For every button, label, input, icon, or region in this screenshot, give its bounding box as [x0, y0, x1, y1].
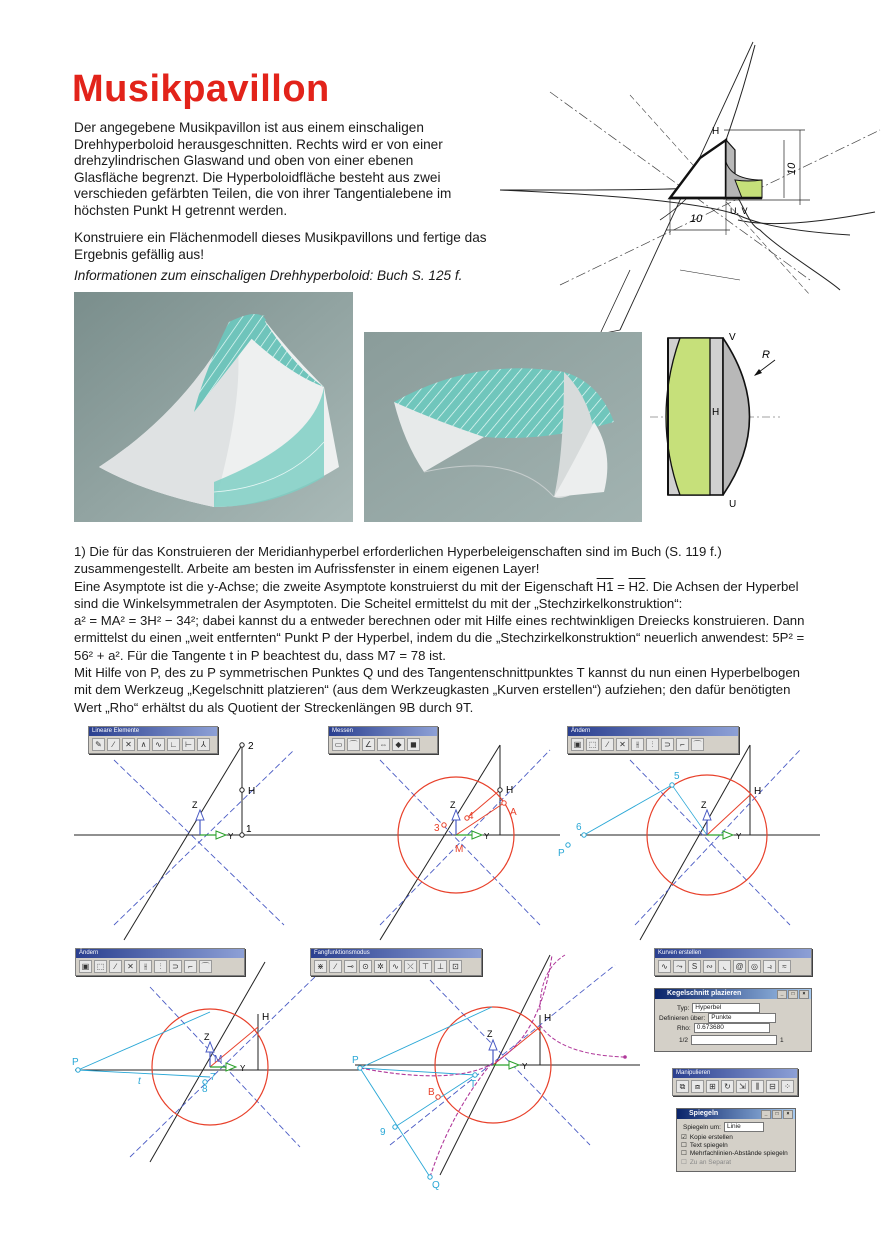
tool-icon[interactable]: ⊡ [449, 960, 462, 973]
tool-icon[interactable]: ▣ [571, 738, 584, 751]
tool-icon[interactable]: ⇔ [377, 738, 390, 751]
instructions [74, 543, 814, 716]
label: 4 [468, 811, 474, 822]
label-u-side: U [729, 499, 737, 510]
tool-icon[interactable]: ◎ [748, 960, 761, 973]
checkbox-disabled: ☐ [681, 1159, 687, 1166]
ratio-label: 1/2 [679, 1036, 689, 1044]
instr-line2a: Eine Asymptote ist die y-Achse; die zweite Asymptote konstruierst du mit der Eigenschaft [74, 578, 597, 594]
tool-icon[interactable]: ⬚ [586, 738, 599, 751]
toolbar-title: Messen [329, 727, 437, 736]
dim-vertical: 10 [786, 162, 798, 175]
label: H [262, 1012, 270, 1023]
hyperboloid-diagram-top [480, 40, 880, 280]
option-kopie: Kopie erstellen [689, 1133, 733, 1141]
tool-icon[interactable]: ⊃ [661, 738, 674, 751]
tool-icon[interactable]: ⬚ [94, 960, 107, 973]
segment-h2: H2 [628, 578, 646, 594]
tool-icon[interactable]: ∿ [152, 738, 165, 751]
tool-icon[interactable]: ∿ [389, 960, 402, 973]
instr-line3: a² = MA² = 3H² − 34²; dabei kannst du a entweder berechnen oder mit Hilfe eines rechtwinkligen Dreiecks konstruieren. Dann ermittelst du einen „weit entfernten“ Punkt P der Hyperbel, indem du die „Stechzirkelkonstruktion“ neuerlich anwendest: 5P² = 56² + a². Für die Tangente t in P beachtest du, dass M7 = 78 ist. [74, 613, 805, 663]
label: Z [701, 800, 707, 810]
tool-icon[interactable]: ∟ [167, 738, 180, 751]
hyperboloid-diagram-side [650, 325, 780, 510]
label: M [214, 1054, 223, 1065]
page-title: Musikpavillon [72, 68, 330, 110]
label: Z [192, 800, 198, 810]
tool-icon[interactable]: ∕ [109, 960, 122, 973]
tool-icon[interactable]: @ [733, 960, 746, 973]
dialog-title [677, 1109, 795, 1119]
spiegeln-um-select[interactable]: Linie [724, 1122, 764, 1132]
label: P [558, 848, 565, 859]
dialog-title-text: Kegelschnitt plazieren [667, 990, 742, 997]
checkbox[interactable]: ☐ [681, 1150, 687, 1157]
toolbar-title: Kurven erstellen [655, 949, 811, 958]
label: T [470, 1079, 477, 1090]
tool-icon[interactable]: ▭ [332, 738, 345, 751]
tool-icon[interactable]: ∾ [703, 960, 716, 973]
construction-step-4 [70, 962, 360, 1162]
instr-line4: Mit Hilfe von P, des zu P symmetrischen Punktes Q und des Tangentenschnittpunktes T kannst du nun einen Hyperbelbogen mit dem Werkzeug „Kegelschnitt platzieren“ (aus dem Werkzeugkasten „Kurven erstellen“) aufziehen; den dafür benötigten Wert „Rho“ erhältst du als Quotient der Streckenlängen 9B durch 9T. [74, 665, 800, 715]
option-disabled: Zu an Separat [689, 1158, 732, 1166]
dialog-title-text: Spiegeln [689, 1110, 719, 1117]
tool-icon[interactable]: ⊢ [182, 738, 195, 751]
label: Y [736, 832, 742, 841]
equals-sign: = [613, 578, 629, 594]
label: A [510, 807, 517, 818]
tool-icon[interactable]: ≈ [778, 960, 791, 973]
tool-icon[interactable]: ⫲ [631, 738, 644, 751]
option-mehrfach: Mehrfachlinien-Abstände spiegeln [689, 1149, 788, 1157]
rho-label: Rho: [677, 1024, 691, 1032]
tool-icon[interactable]: ∠ [362, 738, 375, 751]
tool-icon[interactable]: ◆ [392, 738, 405, 751]
construction-step-2 [330, 740, 560, 940]
label-h-side: H [712, 407, 720, 418]
tool-icon[interactable]: ∧ [137, 738, 150, 751]
construction-step-3 [560, 740, 820, 940]
toolbar-title: Ändern [568, 727, 738, 736]
spiegeln-um-label: Spiegeln um: [683, 1123, 721, 1131]
tool-icon[interactable]: ⫲ [139, 960, 152, 973]
dialog-kegelschnitt[interactable] [654, 988, 812, 1052]
dialog-title [655, 989, 811, 999]
tool-icon[interactable]: ✕ [122, 738, 135, 751]
toolbar-title: Ändern [76, 949, 244, 958]
checkbox-checked[interactable]: ☑ [681, 1134, 687, 1141]
tool-icon[interactable]: S [688, 960, 701, 973]
label: P [352, 1055, 359, 1066]
tool-icon[interactable]: ⌒ [199, 960, 212, 973]
close-button[interactable]: × [799, 990, 809, 999]
tool-icon[interactable]: ∕ [329, 960, 342, 973]
construction-step-5 [350, 945, 640, 1191]
instr-line1: 1) Die für das Konstruieren der Meridianhyperbel erforderlichen Hyperbeleigenschaften sind im Buch (S. 119 f.) zusammengestellt. Arbeite am besten im Aufrissfenster in einem eigenen Layer! [74, 544, 722, 577]
label: B [428, 1087, 435, 1098]
dialog-spiegeln[interactable] [676, 1108, 796, 1172]
label: 5 [674, 771, 680, 782]
construction-step-1 [74, 740, 334, 940]
instr-line2b: . Die Achsen der Hyperbel sind die Winkelsymmetralen der Asymptoten. Die Scheitel ermittelst du mit der „Stechzirkelkonstruktion“: [74, 578, 799, 611]
label: 7 [210, 1072, 216, 1083]
maximize-button[interactable]: □ [788, 990, 798, 999]
tool-icon[interactable]: ⥽ [763, 960, 776, 973]
tool-icon[interactable]: ▣ [79, 960, 92, 973]
tool-icon[interactable]: ⊙ [359, 960, 372, 973]
label: H [754, 786, 762, 797]
label: t [138, 1076, 141, 1087]
tool-icon[interactable]: ✲ [374, 960, 387, 973]
tool-icon[interactable]: ⌐ [184, 960, 197, 973]
label: 1 [246, 824, 252, 835]
tool-icon[interactable]: ⌒ [347, 738, 360, 751]
tool-icon[interactable]: ⫼ [751, 1080, 764, 1093]
minimize-button[interactable]: _ [777, 990, 787, 999]
label: Z [450, 800, 456, 810]
tool-icon[interactable]: ⊞ [706, 1080, 719, 1093]
tool-icon[interactable]: ⤳ [673, 960, 686, 973]
ratio-max-label: 1 [780, 1036, 784, 1044]
label: M [455, 844, 464, 855]
rho-slider[interactable] [691, 1035, 777, 1045]
definieren-label: Definieren über: [659, 1014, 706, 1022]
dim-horizontal: 10 [690, 213, 703, 225]
label-v-side: V [729, 332, 736, 343]
info-paragraph: Informationen zum einschaligen Drehhyperboloid: Buch S. 125 f. [74, 268, 463, 283]
tool-icon[interactable]: ∕ [107, 738, 120, 751]
label: H [544, 1013, 552, 1024]
tool-icon[interactable]: ⋇ [314, 960, 327, 973]
tool-icon[interactable]: ✕ [616, 738, 629, 751]
tool-icon[interactable]: ⤫ [404, 960, 417, 973]
minimize-button[interactable]: _ [761, 1110, 771, 1119]
tool-icon[interactable]: ⅄ [197, 738, 210, 751]
tool-icon[interactable]: ⊃ [169, 960, 182, 973]
option-text: Text spiegeln [689, 1141, 728, 1149]
toolbar-manipulieren[interactable] [672, 1068, 798, 1096]
tool-icon[interactable]: ⧈ [691, 1080, 704, 1093]
tool-icon[interactable]: ◼ [407, 738, 420, 751]
rho-input[interactable]: 0.673680 [694, 1023, 770, 1033]
tool-icon[interactable]: ↻ [721, 1080, 734, 1093]
typ-label: Typ: [677, 1004, 690, 1012]
label: Q [432, 1180, 440, 1191]
label: H [506, 785, 514, 796]
label: 6 [576, 822, 582, 833]
render-pavilion-1 [74, 292, 353, 522]
label: H [248, 786, 256, 797]
close-button[interactable]: × [783, 1110, 793, 1119]
tool-icon[interactable]: ⊥ [434, 960, 447, 973]
tool-icon[interactable]: ⇲ [736, 1080, 749, 1093]
label-h-top: H [712, 126, 720, 137]
toolbar-title: Manipulieren [673, 1069, 797, 1078]
task-paragraph: Konstruiere ein Flächenmodell dieses Musikpavillons und fertige das Ergebnis gefällig aus! [74, 230, 487, 262]
tool-icon[interactable]: ⫶ [646, 738, 659, 751]
intro-paragraph: Der angegebene Musikpavillon ist aus einem einschaligen Drehhyperboloid herausgeschnitten. Rechts wird er von einer drehzylindrischen Glaswand und oben von einer ebenen Glasfläche begrenzt. Die Hyperboloidfläche besteht aus zwei verschieden gefärbten Teilen, die von ihrer Tangentialebene im höchsten Punkt H getrennt werden. [74, 120, 452, 218]
label: Y [228, 832, 234, 841]
label: 9 [380, 1127, 386, 1138]
label: Z [487, 1029, 493, 1039]
toolbar-title: Lineare Elemente [89, 727, 217, 736]
tool-icon[interactable]: ⌒ [691, 738, 704, 751]
label: 8 [202, 1084, 208, 1095]
render-pavilion-2 [364, 332, 642, 522]
toolbar-kurven-erstellen[interactable] [654, 948, 812, 976]
tool-icon[interactable]: ✎ [92, 738, 105, 751]
tool-icon[interactable]: ⁘ [781, 1080, 794, 1093]
tool-icon[interactable]: ⧉ [676, 1080, 689, 1093]
label: Y [240, 1064, 246, 1073]
segment-h1: H1 [596, 578, 614, 594]
typ-select[interactable]: Hyperbel [692, 1003, 760, 1013]
tool-icon[interactable]: ⊟ [766, 1080, 779, 1093]
label: P [72, 1057, 79, 1068]
tool-icon[interactable]: ∕ [601, 738, 614, 751]
label: 2 [248, 741, 254, 752]
checkbox[interactable]: ☐ [681, 1142, 687, 1149]
tool-icon[interactable]: ⊤ [419, 960, 432, 973]
label: Z [204, 1032, 210, 1042]
label: Y [484, 832, 490, 841]
label-uv-top: U, V [730, 206, 748, 216]
label: Y [522, 1062, 528, 1071]
maximize-button[interactable]: □ [772, 1110, 782, 1119]
definieren-select[interactable]: Punkte [708, 1013, 776, 1023]
tool-icon[interactable]: ⊸ [344, 960, 357, 973]
label-r-side: R [762, 349, 770, 361]
tool-icon[interactable]: ⌐ [676, 738, 689, 751]
tool-icon[interactable]: ⫶ [154, 960, 167, 973]
toolbar-title: Fangfunktionsmodus [311, 949, 481, 958]
label: 3 [434, 823, 440, 834]
tool-icon[interactable]: ∿ [658, 960, 671, 973]
tool-icon[interactable]: ◟ [718, 960, 731, 973]
tool-icon[interactable]: ✕ [124, 960, 137, 973]
